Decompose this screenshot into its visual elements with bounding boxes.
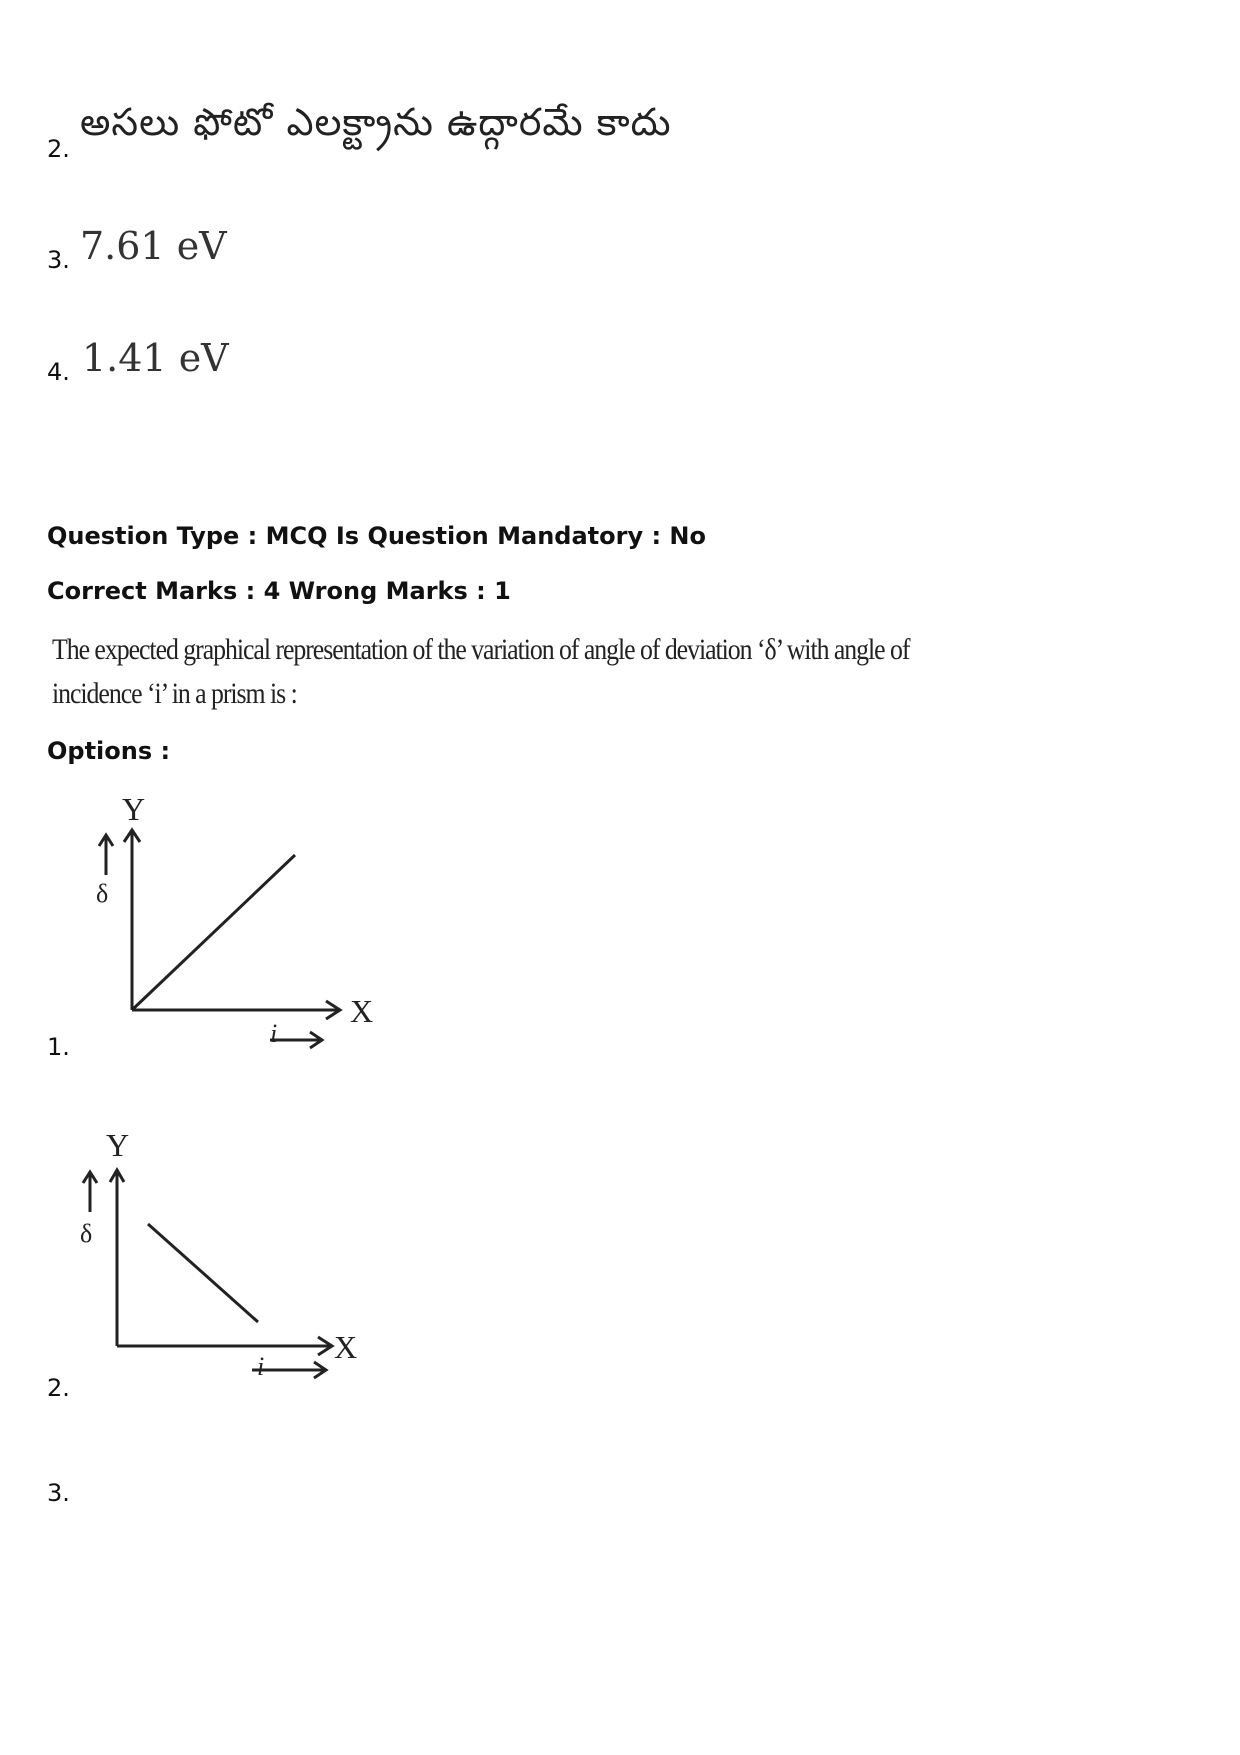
y-quantity-label: δ xyxy=(80,1219,93,1248)
increasing-line xyxy=(132,855,295,1010)
option-1-graph xyxy=(80,790,400,1050)
option-number: 2. xyxy=(47,135,70,163)
y-quantity-label: δ xyxy=(96,879,109,908)
x-quantity-label: i xyxy=(270,1019,278,1048)
x-axis-label: X xyxy=(350,993,374,1029)
option-text-telugu: అసలు ఫోటో ఎలక్ట్రాను ఉద్గారమే కాదు xyxy=(80,100,672,144)
option-number: 4. xyxy=(47,358,70,386)
decreasing-line xyxy=(148,1224,258,1322)
x-quantity-label: i xyxy=(257,1352,265,1381)
option-number: 1. xyxy=(47,1033,70,1061)
marks-line: Correct Marks : 4 Wrong Marks : 1 xyxy=(47,577,511,605)
option-2-graph xyxy=(70,1130,370,1390)
option-number: 2. xyxy=(47,1374,70,1402)
options-label: Options : xyxy=(47,737,171,765)
option-number: 3. xyxy=(47,1479,70,1507)
question-text: The expected graphical representation of the variation of angle of deviation ‘δ’ with angle of incidence ‘i’ in a prism is : xyxy=(52,633,910,710)
x-axis-label: X xyxy=(334,1329,358,1365)
option-value: 7.61 eV xyxy=(80,224,227,268)
y-axis-label: Y xyxy=(106,1130,130,1163)
y-axis-label: Y xyxy=(122,791,146,827)
option-value: 1.41 eV xyxy=(82,336,229,380)
option-number: 3. xyxy=(47,246,70,274)
question-type-line: Question Type : MCQ Is Question Mandatory : No xyxy=(47,522,706,550)
